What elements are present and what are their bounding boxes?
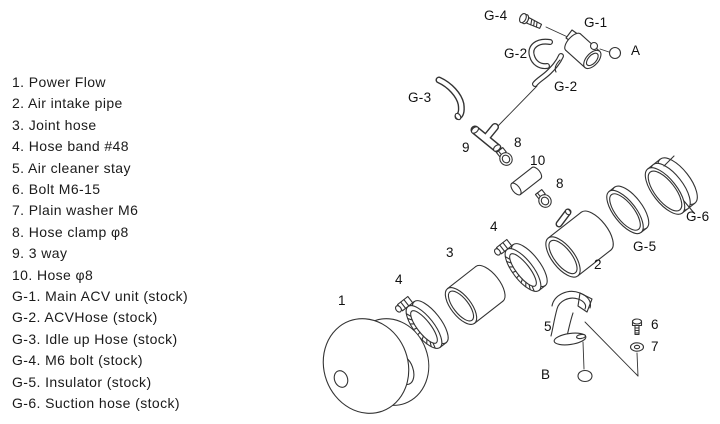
part-9-three-way	[470, 126, 501, 153]
part-g4-m6-bolt	[518, 12, 542, 30]
callout-g6: G-6	[686, 209, 710, 224]
part-g1-main-acv-unit	[555, 30, 604, 72]
b-mount-hole	[578, 371, 592, 382]
part-6-bolt-icon	[633, 319, 642, 335]
callout-g1: G-1	[584, 15, 608, 30]
callout-g4: G-4	[484, 8, 508, 23]
callout-part6: 6	[651, 317, 659, 332]
callout-part3: 3	[446, 245, 454, 260]
parts-list-item: 5. Air cleaner stay	[12, 159, 131, 176]
parts-list-item: G-3. Idle up Hose (stock)	[12, 330, 178, 347]
callout-g3: G-3	[408, 90, 432, 105]
part-7-washer-icon	[631, 343, 644, 351]
callout-part5: 5	[544, 319, 552, 334]
callout-part2: 2	[594, 257, 602, 272]
callout-part8-upper: 8	[514, 135, 522, 150]
parts-list-item: 10. Hose φ8	[12, 266, 94, 283]
callout-part4-upper: 4	[490, 219, 498, 234]
part-g3-idle-up-hose	[439, 80, 462, 121]
part-3-joint-hose	[440, 260, 511, 329]
parts-list-item: 2. Air intake pipe	[12, 95, 123, 112]
part-8-hose-clamp-lower	[533, 189, 553, 210]
part-5-air-cleaner-stay	[551, 291, 592, 346]
part-g2-acv-hose-upper	[531, 42, 550, 66]
callout-g2-upper: G-2	[504, 46, 528, 61]
parts-list-item: G-5. Insulator (stock)	[12, 373, 152, 390]
callout-g5: G-5	[633, 239, 657, 254]
parts-list-item: 3. Joint hose	[12, 116, 97, 133]
callout-part10: 10	[530, 153, 546, 168]
parts-list-item: 6. Bolt M6-15	[12, 181, 101, 198]
part-2-air-intake-pipe	[540, 205, 620, 282]
callout-part7: 7	[651, 339, 659, 354]
callout-part9: 9	[462, 140, 470, 155]
callout-a: A	[631, 43, 641, 58]
parts-list-item: G-2. ACVHose (stock)	[12, 309, 158, 326]
parts-list-item: 7. Plain washer M6	[12, 202, 139, 219]
parts-list-item: 1. Power Flow	[12, 74, 106, 90]
parts-list-item: 4. Hose band #48	[12, 138, 129, 155]
callout-part8-lower: 8	[556, 176, 564, 191]
callout-part4-lower: 4	[395, 272, 403, 287]
parts-list-item: 8. Hose clamp φ8	[12, 223, 129, 240]
parts-list-item: 9. 3 way	[12, 245, 68, 262]
callout-g2-lower: G-2	[554, 79, 578, 94]
a-port-ring	[610, 48, 621, 59]
parts-list-item: G-4. M6 bolt (stock)	[12, 352, 143, 369]
parts-list-item: G-6. Suction hose (stock)	[12, 395, 180, 412]
callout-b: B	[541, 367, 551, 382]
parts-list-item: G-1. Main ACV unit (stock)	[12, 288, 189, 305]
callout-part1: 1	[338, 293, 346, 308]
